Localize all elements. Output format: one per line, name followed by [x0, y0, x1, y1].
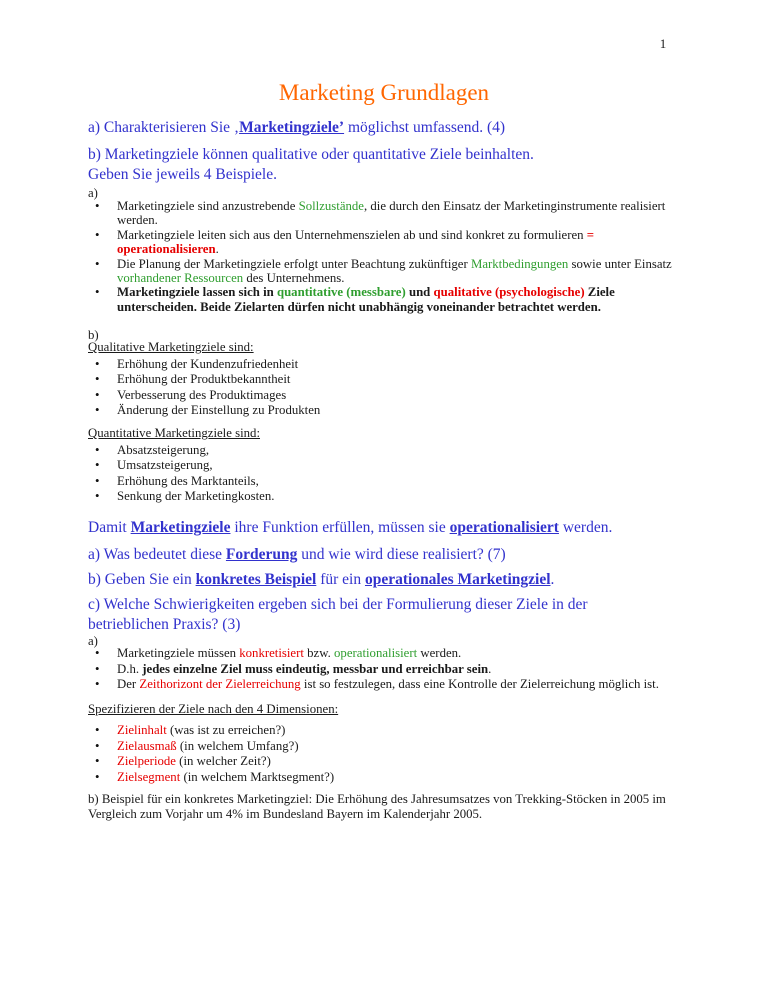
text-segment: qualitative (psychologische) [433, 285, 585, 300]
bullet-item [88, 199, 689, 228]
text-segment: . [550, 571, 555, 588]
text-segment: (in welchem Marktsegment?) [180, 769, 335, 784]
dimensions-heading: Spezifizieren der Ziele nach den 4 Dimensionen: [88, 702, 339, 716]
answer-a-label: a) [88, 186, 98, 200]
list-item [88, 388, 689, 402]
bullet-icon: • [95, 738, 100, 753]
list-item-text: Umsatzsteigerung, [117, 458, 213, 473]
bullet-icon: • [95, 285, 100, 300]
bullet-text [117, 677, 689, 691]
text-segment: und [405, 285, 434, 300]
text-segment: Zielperiode [117, 754, 176, 768]
text-segment: ist so festzulegen, dass eine Kontrolle der Zielerreichung möglich ist. [300, 677, 659, 691]
question-1b-line2: Geben Sie jeweils 4 Beispiele. [88, 165, 277, 183]
bullet-item [88, 285, 689, 314]
list-item [88, 357, 689, 371]
bullet-icon: • [95, 387, 100, 402]
text-segment: sowie unter Einsatz [568, 256, 672, 271]
text-segment: werden. [558, 519, 613, 536]
bullet-item [88, 662, 689, 676]
answer2-a-label: a) [88, 634, 98, 648]
quantitative-section [88, 426, 689, 505]
question-1b-line1: b) Marketingziele können qualitative oder quantitative Ziele beinhalten. [88, 146, 534, 163]
bullet-text [117, 662, 689, 676]
question-2c-line2: betrieblichen Praxis? (3) [88, 615, 241, 633]
list-item-text: Erhöhung der Kundenzufriedenheit [117, 356, 299, 371]
text-segment: des Unternehmens. [243, 271, 345, 286]
text-segment: konkretisiert [239, 646, 304, 660]
list-item [88, 458, 689, 472]
qualitative-section [88, 340, 689, 419]
bullet-icon: • [95, 723, 100, 737]
dimension-text [117, 770, 689, 784]
bullet-icon: • [95, 473, 100, 488]
bullet-icon: • [95, 356, 100, 371]
dimension-text [117, 754, 689, 768]
text-segment: . [488, 661, 492, 676]
text-segment: Marketingziele müssen [117, 646, 240, 660]
document-title: Marketing Grundlagen [278, 80, 490, 105]
dimension-text [117, 739, 689, 753]
question-2a [88, 545, 689, 565]
question-1a [88, 118, 689, 138]
lead-statement [88, 518, 689, 538]
dimensions-list [88, 723, 689, 785]
page-number: 1 [659, 36, 667, 51]
text-segment: Zielinhalt [117, 723, 167, 737]
bullet-text [117, 646, 689, 660]
question-2c-line1: c) Welche Schwierigkeiten ergeben sich bei der Formulierung dieser Ziele in der [88, 596, 588, 613]
answer2-b-paragraph: b) Beispiel für ein konkretes Marketingziel: Die Erhöhung des Jahresumsatzes von Trekking-Stöcken in 2005 im Vergleich zum Vorjahr um 4% im Bundesland Bayern im Kalenderjahr 2005. [88, 792, 666, 821]
list-item-text: Änderung der Einstellung zu Produkten [117, 403, 321, 418]
text-segment: Zielsegment [117, 769, 181, 784]
dimension-item [88, 739, 689, 753]
text-segment: , die durch den Einsatz der Marketinginstrumente realisiert werden. [117, 199, 666, 228]
bullet-text [117, 285, 689, 314]
list-item-text: Erhöhung des Marktanteils, [117, 473, 259, 488]
bullet-icon: • [95, 677, 100, 691]
text-segment: bzw. [303, 646, 335, 660]
bullet-text [117, 199, 689, 228]
bullet-icon: • [95, 256, 100, 271]
bullet-icon: • [95, 227, 100, 242]
dimension-item [88, 770, 689, 784]
bullet-item [88, 257, 689, 286]
bullet-icon: • [95, 661, 100, 676]
list-item [88, 489, 689, 503]
text-segment: D.h. [117, 661, 143, 676]
bullet-item [88, 228, 689, 257]
bullet-icon: • [95, 458, 100, 473]
text-segment: = operationalisieren [117, 227, 595, 257]
bullet-text [117, 228, 689, 257]
text-segment: (was ist zu erreichen?) [166, 723, 286, 737]
text-segment: quantitative (messbare) [276, 285, 406, 300]
quantitative-heading: Quantitative Marketingziele sind: [88, 426, 260, 440]
text-segment: Damit [88, 519, 131, 536]
text-segment: ihre Funktion erfüllen, müssen sie [230, 519, 450, 536]
text-segment: (in welcher Zeit?) [175, 754, 271, 768]
text-segment: konkretes Beispiel [195, 571, 317, 588]
text-segment: operationalisiert [449, 519, 559, 536]
question-1b [88, 145, 689, 184]
text-segment: werden. [417, 646, 462, 660]
bullet-text [117, 257, 689, 286]
text-segment: vorhandener Ressourcen [117, 271, 244, 286]
text-segment: (in welchem Umfang?) [176, 738, 299, 753]
bullet-icon: • [95, 442, 100, 457]
list-item [88, 474, 689, 488]
answer2-a-list [88, 646, 689, 693]
bullet-icon: • [95, 754, 100, 768]
text-segment: jedes einzelne Ziel muss eindeutig, messbar und erreichbar sein [142, 661, 489, 676]
list-item [88, 403, 689, 417]
text-segment: Forderung [225, 546, 298, 563]
text-segment: Marktbedingungen [470, 256, 569, 271]
text-segment: für ein [316, 571, 365, 588]
text-segment: Der [117, 677, 140, 691]
dimensions-heading-row [88, 702, 689, 716]
text-segment: a) Was bedeutet diese [88, 546, 226, 563]
answer-b-label: b) [88, 328, 99, 342]
list-item-text: Erhöhung der Produktbekanntheit [117, 372, 291, 387]
bullet-item [88, 677, 689, 691]
dimension-text [117, 723, 689, 737]
list-item-text: Verbesserung des Produktimages [117, 387, 287, 402]
text-segment: . [215, 242, 219, 257]
text-segment: Marketingziele sind anzustrebende [117, 199, 299, 213]
list-item [88, 443, 689, 457]
text-segment: Zielausmaß [117, 738, 177, 753]
bullet-icon: • [95, 646, 100, 660]
text-segment: b) Geben Sie ein [88, 571, 196, 588]
list-item [88, 372, 689, 386]
bullet-item [88, 646, 689, 660]
dimension-item [88, 723, 689, 737]
question-2c [88, 595, 689, 634]
text-segment: Sollzustände [298, 199, 364, 213]
text-segment: Zeithorizont der Zielerreichung [139, 677, 301, 691]
text-segment: Ziele unterscheiden. Beide Zielarten dürfen nicht unabhängig voneinander betrachtet werden. [117, 285, 615, 314]
question-2b [88, 570, 689, 590]
answer-a-list [88, 199, 689, 314]
list-item-text: Absatzsteigerung, [117, 442, 210, 457]
text-segment: Marketingziele [130, 519, 231, 536]
text-segment: Marketingziele leiten sich aus den Unternehmenszielen ab und sind konkret zu formulieren [117, 227, 587, 242]
text-segment: und wie wird diese realisiert? (7) [297, 546, 506, 563]
bullet-icon: • [95, 769, 100, 784]
bullet-icon: • [95, 403, 100, 418]
text-segment: Marketingziele’ [239, 119, 345, 136]
bullet-icon: • [95, 372, 100, 387]
qualitative-heading: Qualitative Marketingziele sind: [88, 340, 254, 354]
bullet-icon: • [95, 489, 100, 504]
text-segment: möglichst umfassend. (4) [344, 119, 506, 136]
dimension-item [88, 754, 689, 768]
text-segment: operationales Marketingziel [364, 571, 551, 588]
list-item-text: Senkung der Marketingkosten. [117, 489, 275, 504]
text-segment: Marketingziele lassen sich in [117, 285, 277, 300]
text-segment: a) Charakterisieren Sie ‚ [88, 119, 240, 136]
bullet-icon: • [95, 199, 100, 213]
text-segment: operationalisiert [334, 646, 418, 660]
text-segment: Die Planung der Marketingziele erfolgt unter Beachtung zukünftiger [117, 256, 471, 271]
